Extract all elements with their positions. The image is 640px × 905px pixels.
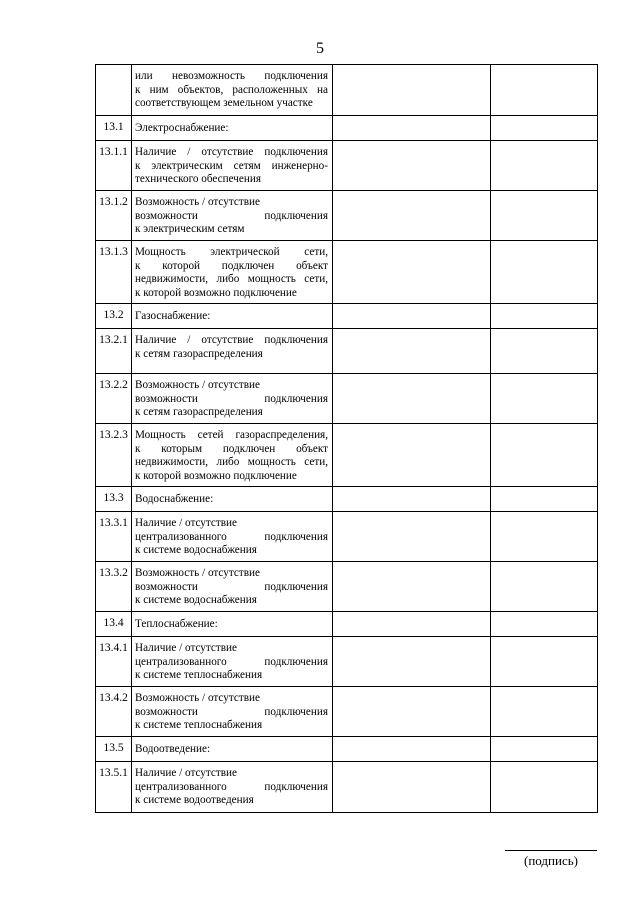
description-line: к системе водоотведения xyxy=(135,794,254,806)
description-line: Наличие / отсутствие xyxy=(135,642,237,654)
value-cell[interactable] xyxy=(333,241,491,304)
note-cell[interactable] xyxy=(491,424,598,487)
row-description-cell xyxy=(132,737,333,762)
row-description-cell xyxy=(132,562,333,612)
table-row xyxy=(96,374,598,424)
description-line: централизованного подключения xyxy=(135,530,328,543)
table-row xyxy=(96,304,598,329)
description-line: Возможность / отсутствие xyxy=(135,692,260,704)
description-line: к системе водоснабжения xyxy=(135,594,257,606)
row-description-cell xyxy=(132,612,333,637)
row-description-cell xyxy=(132,687,333,737)
description-line: Возможность / отсутствие xyxy=(135,196,260,208)
row-description-cell xyxy=(132,762,333,813)
row-description-cell xyxy=(132,424,333,487)
description-line: или невозможность подключения xyxy=(135,70,328,82)
description-line: Возможность / отсутствие xyxy=(135,567,260,579)
description-line: к электрическим сетям инженерно- xyxy=(135,159,328,172)
description-line: Возможность / отсутствие xyxy=(135,379,260,391)
row-description-cell xyxy=(132,374,333,424)
description-line: Наличие / отсутствие подключения xyxy=(135,146,328,158)
description-line: к которым подключен объект xyxy=(135,442,328,455)
note-cell[interactable] xyxy=(491,512,598,562)
row-number-cell: 13.1.1 xyxy=(96,141,132,191)
table-row xyxy=(96,487,598,512)
row-description-cell xyxy=(132,487,333,512)
table-row xyxy=(96,241,598,304)
value-cell[interactable] xyxy=(333,637,491,687)
note-cell[interactable] xyxy=(491,612,598,637)
value-cell[interactable] xyxy=(333,487,491,512)
description-line: Электроснабжение: xyxy=(135,122,229,134)
description-line: Водоснабжение: xyxy=(135,493,214,505)
row-number-cell xyxy=(96,65,132,116)
description-line: Мощность сетей газораспределения, xyxy=(135,429,328,441)
page-number: 5 xyxy=(316,40,324,57)
description-line: возможности подключения xyxy=(135,705,328,718)
description-line: недвижимости, либо мощность сети, xyxy=(135,273,328,285)
description-line: возможности подключения xyxy=(135,392,328,405)
note-cell[interactable] xyxy=(491,637,598,687)
row-number-cell: 13.5.1 xyxy=(96,762,132,813)
table-row xyxy=(96,141,598,191)
row-description-cell xyxy=(132,65,333,116)
note-cell[interactable] xyxy=(491,562,598,612)
row-description-cell xyxy=(132,329,333,374)
row-number-cell: 13.2 xyxy=(96,304,132,329)
description-line: возможности подключения xyxy=(135,580,328,593)
form-table xyxy=(95,64,598,813)
table-row xyxy=(96,424,598,487)
row-description-cell xyxy=(132,304,333,329)
value-cell[interactable] xyxy=(333,141,491,191)
description-line: Теплоснабжение: xyxy=(135,618,218,630)
description-line: Наличие / отсутствие xyxy=(135,517,237,529)
row-number-cell: 13.2.2 xyxy=(96,374,132,424)
table-row xyxy=(96,737,598,762)
value-cell[interactable] xyxy=(333,562,491,612)
row-number-cell: 13.2.3 xyxy=(96,424,132,487)
description-line: к электрическим сетям xyxy=(135,223,245,235)
description-line: к которой подключен объект xyxy=(135,259,328,272)
note-cell[interactable] xyxy=(491,762,598,813)
description-line: к сетям газораспределения xyxy=(135,406,263,418)
description-line: технического обеспечения xyxy=(135,173,262,185)
table-row xyxy=(96,562,598,612)
note-cell[interactable] xyxy=(491,374,598,424)
value-cell[interactable] xyxy=(333,65,491,116)
value-cell[interactable] xyxy=(333,374,491,424)
row-number-cell: 13.5 xyxy=(96,737,132,762)
table-row xyxy=(96,116,598,141)
description-line: недвижимости, либо мощность сети, xyxy=(135,456,328,468)
table-row xyxy=(96,65,598,116)
note-cell[interactable] xyxy=(491,65,598,116)
value-cell[interactable] xyxy=(333,304,491,329)
value-cell[interactable] xyxy=(333,116,491,141)
value-cell[interactable] xyxy=(333,687,491,737)
description-line: Мощность электрической сети, xyxy=(135,246,328,258)
table-row xyxy=(96,512,598,562)
description-line: централизованного подключения xyxy=(135,655,328,668)
table-row xyxy=(96,687,598,737)
description-line: к системе теплоснабжения xyxy=(135,669,263,681)
description-line: соответствующем земельном участке xyxy=(135,97,313,109)
row-number-cell: 13.3.1 xyxy=(96,512,132,562)
description-line: к ним объектов, расположенных на xyxy=(135,83,328,96)
note-cell[interactable] xyxy=(491,141,598,191)
note-cell[interactable] xyxy=(491,116,598,141)
description-line: Водоотведение: xyxy=(135,743,211,755)
row-description-cell xyxy=(132,241,333,304)
description-line: к сетям газораспределения xyxy=(135,347,263,360)
value-cell[interactable] xyxy=(333,191,491,241)
row-number-cell: 13.4 xyxy=(96,612,132,637)
row-number-cell: 13.3 xyxy=(96,487,132,512)
row-description-cell xyxy=(132,116,333,141)
description-line: возможности подключения xyxy=(135,209,328,222)
description-line: Наличие / отсутствие xyxy=(135,767,237,779)
description-line: Газоснабжение: xyxy=(135,310,211,322)
value-cell[interactable] xyxy=(333,612,491,637)
row-number-cell: 13.4.1 xyxy=(96,637,132,687)
value-cell[interactable] xyxy=(333,737,491,762)
table-row xyxy=(96,612,598,637)
row-description-cell xyxy=(132,191,333,241)
table-row xyxy=(96,637,598,687)
note-cell[interactable] xyxy=(491,687,598,737)
note-cell[interactable] xyxy=(491,191,598,241)
row-number-cell: 13.1.3 xyxy=(96,241,132,304)
value-cell[interactable] xyxy=(333,762,491,813)
row-number-cell: 13.2.1 xyxy=(96,329,132,374)
note-cell[interactable] xyxy=(491,304,598,329)
value-cell[interactable] xyxy=(333,329,491,374)
row-description-cell xyxy=(132,512,333,562)
row-number-cell: 13.3.2 xyxy=(96,562,132,612)
note-cell[interactable] xyxy=(491,737,598,762)
note-cell[interactable] xyxy=(491,241,598,304)
table-row xyxy=(96,762,598,813)
description-line: Наличие / отсутствие подключения xyxy=(135,334,328,346)
row-description-cell xyxy=(132,637,333,687)
row-number-cell: 13.1 xyxy=(96,116,132,141)
table-row xyxy=(96,329,598,374)
table-row xyxy=(96,191,598,241)
note-cell[interactable] xyxy=(491,487,598,512)
value-cell[interactable] xyxy=(333,512,491,562)
description-line: централизованного подключения xyxy=(135,780,328,793)
description-line: к системе водоснабжения xyxy=(135,544,257,556)
signature-line xyxy=(505,850,597,851)
description-line: к которой возможно подключение xyxy=(135,286,297,299)
note-cell[interactable] xyxy=(491,329,598,374)
signature-caption: (подпись) xyxy=(524,853,578,868)
description-line: к которой возможно подключение xyxy=(135,469,297,482)
row-number-cell: 13.1.2 xyxy=(96,191,132,241)
value-cell[interactable] xyxy=(333,424,491,487)
row-number-cell: 13.4.2 xyxy=(96,687,132,737)
description-line: к системе теплоснабжения xyxy=(135,719,263,731)
row-description-cell xyxy=(132,141,333,191)
